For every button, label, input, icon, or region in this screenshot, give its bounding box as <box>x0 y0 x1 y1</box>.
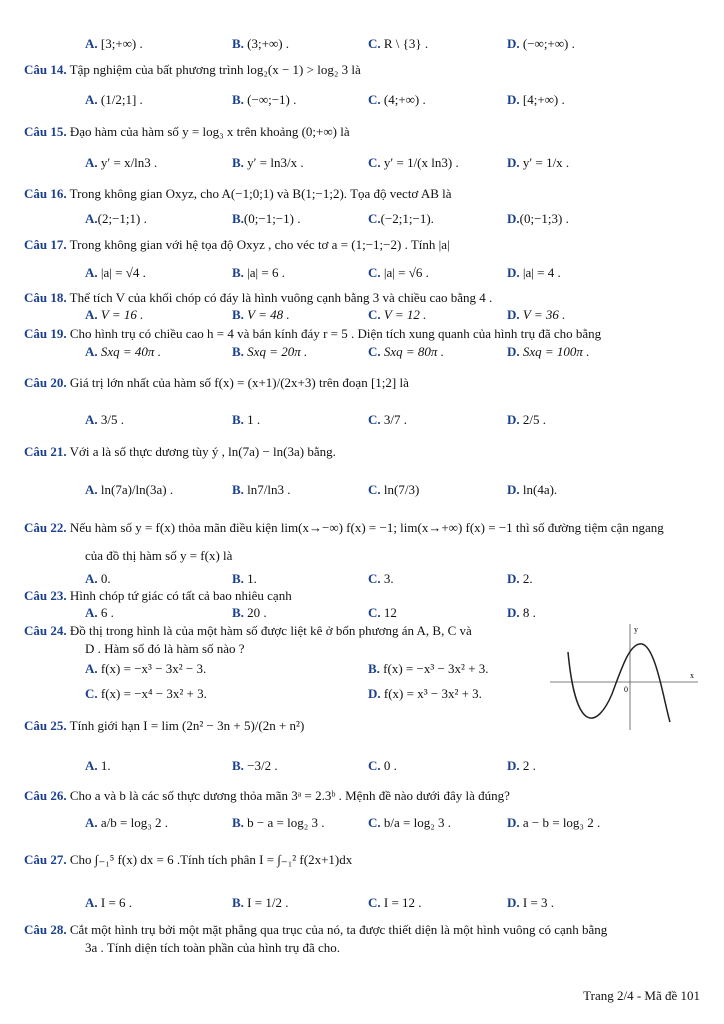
question-21: Câu 21. Với a là số thực dương tùy ý , ln(7a) − ln(3a) bằng. <box>24 444 336 459</box>
q22-option-a: A. 0. <box>85 571 111 586</box>
q22-option-b: B. 1. <box>232 571 257 586</box>
q25-option-a: A. 1. <box>85 758 111 773</box>
q18-option-d: D. V = 36 . <box>507 307 566 322</box>
question-22: Câu 22. Nếu hàm số y = f(x) thỏa mãn điều kiện lim(x→−∞) f(x) = −1; lim(x→+∞) f(x) = −1 thì số đường tiệm cận ngang <box>24 520 664 535</box>
question-28-continued: 3a . Tính diện tích toàn phần của hình trụ đã cho. <box>85 940 340 955</box>
x-axis-label: x <box>690 671 694 680</box>
question-20: Câu 20. Giá trị lớn nhất của hàm số f(x) = (x+1)/(2x+3) trên đoạn [1;2] là <box>24 375 409 390</box>
q18-option-c: C. V = 12 . <box>368 307 427 322</box>
q14-option-c: C. (4;+∞) . <box>368 92 426 107</box>
q14-option-d: D. [4;+∞) . <box>507 92 565 107</box>
q21-option-d: D. ln(4a). <box>507 482 558 497</box>
q15-option-a: A. y′ = x/ln3 . <box>85 155 158 170</box>
q17-option-a: A. |a| = √4 . <box>85 265 146 280</box>
q17-option-c: C. |a| = √6 . <box>368 265 429 280</box>
option-a-prev: A. [3;+∞) . <box>85 36 143 51</box>
q18-option-b: B. V = 48 . <box>232 307 290 322</box>
option-c-prev: C. R \ {3} . <box>368 36 429 51</box>
option-d-prev: D. (−∞;+∞) . <box>507 36 575 51</box>
q19-option-b: B. Sxq = 20π . <box>232 344 308 359</box>
q20-option-a: A. 3/5 . <box>85 412 125 427</box>
q25-option-c: C. 0 . <box>368 758 397 773</box>
q26-option-a: A. a/b = log₃ 2 . <box>85 815 168 830</box>
question-22-continued: của đồ thị hàm số y = f(x) là <box>85 548 233 563</box>
page-footer: Trang 2/4 - Mã đề 101 <box>583 988 700 1003</box>
question-19: Câu 19. Cho hình trụ có chiều cao h = 4 và bán kính đáy r = 5 . Diện tích xung quanh của hình trụ đã cho bằng <box>24 326 602 341</box>
q16-option-b: B.(0;−1;−1) . <box>232 211 301 226</box>
q21-option-a: A. ln(7a)/ln(3a) . <box>85 482 174 497</box>
q27-option-b: B. I = 1/2 . <box>232 895 289 910</box>
q20-option-b: B. 1 . <box>232 412 261 427</box>
question-25: Câu 25. Tính giới hạn I = lim (2n² − 3n + 5)/(2n + n²) <box>24 718 305 733</box>
q18-option-a: A. V = 16 . <box>85 307 144 322</box>
question-18: Câu 18. Thể tích V của khối chóp có đáy là hình vuông cạnh bằng 3 và chiều cao bằng 4 . <box>24 290 493 305</box>
q26-option-c: C. b/a = log₂ 3 . <box>368 815 451 830</box>
q22-option-c: C. 3. <box>368 571 394 586</box>
option-b-prev: B. (3;+∞) . <box>232 36 290 51</box>
graph-curve <box>568 644 670 722</box>
q22-option-d: D. 2. <box>507 571 533 586</box>
question-24: Câu 24. Đồ thị trong hình là của một hàm số được liệt kê ở bốn phương án A, B, C và <box>24 623 472 638</box>
q15-option-b: B. y′ = ln3/x . <box>232 155 304 170</box>
question-17: Câu 17. Trong không gian với hệ tọa độ Oxyz , cho véc tơ a = (1;−1;−2) . Tính |a| <box>24 237 450 252</box>
y-axis-label: y <box>634 625 638 634</box>
q17-option-d: D. |a| = 4 . <box>507 265 561 280</box>
question-23: Câu 23. Hình chóp tứ giác có tất cả bao nhiêu cạnh <box>24 588 292 603</box>
q19-option-c: C. Sxq = 80π . <box>368 344 444 359</box>
q19-option-d: D. Sxq = 100π . <box>507 344 590 359</box>
q19-option-a: A. Sxq = 40π . <box>85 344 161 359</box>
q25-option-d: D. 2 . <box>507 758 536 773</box>
q26-option-d: D. a − b = log₃ 2 . <box>507 815 601 830</box>
q24-option-a: A. f(x) = −x³ − 3x² − 3. <box>85 661 207 676</box>
q16-option-c: C.(−2;1;−1). <box>368 211 434 226</box>
q20-option-c: C. 3/7 . <box>368 412 408 427</box>
q24-option-c: C. f(x) = −x⁴ − 3x² + 3. <box>85 686 207 701</box>
q27-option-d: D. I = 3 . <box>507 895 555 910</box>
q27-option-c: C. I = 12 . <box>368 895 422 910</box>
question-16: Câu 16. Trong không gian Oxyz, cho A(−1;0;1) và B(1;−1;2). Tọa độ vectơ AB là <box>24 186 452 201</box>
q23-option-d: D. 8 . <box>507 605 536 620</box>
q20-option-d: D. 2/5 . <box>507 412 547 427</box>
q26-option-b: B. b − a = log₂ 3 . <box>232 815 325 830</box>
q14-option-a: A. (1/2;1] . <box>85 92 143 107</box>
q14-option-b: B. (−∞;−1) . <box>232 92 297 107</box>
question-26: Câu 26. Cho a và b là các số thực dương thỏa mãn 3ᵃ = 2.3ᵇ . Mệnh đề nào dưới đây là đúng? <box>24 788 510 803</box>
question-28: Câu 28. Cắt một hình trụ bởi một mặt phẳng qua trục của nó, ta được thiết diện là một hình vuông có cạnh bằng <box>24 922 608 937</box>
q24-option-b: B. f(x) = −x³ − 3x² + 3. <box>368 661 489 676</box>
q21-option-c: C. ln(7/3) <box>368 482 420 497</box>
question-15: Câu 15. Đạo hàm của hàm số y = log₃ x trên khoảng (0;+∞) là <box>24 124 350 139</box>
question-24-continued: D . Hàm số đó là hàm số nào ? <box>85 641 245 656</box>
q27-option-a: A. I = 6 . <box>85 895 133 910</box>
q15-option-d: D. y′ = 1/x . <box>507 155 570 170</box>
origin-label: 0 <box>624 685 628 694</box>
q16-option-a: A.(2;−1;1) . <box>85 211 147 226</box>
q16-option-d: D.(0;−1;3) . <box>507 211 569 226</box>
cubic-graph <box>550 622 700 732</box>
question-27: Câu 27. Cho ∫₋₁⁵ f(x) dx = 6 .Tính tích phân I = ∫₋₁² f(2x+1)dx <box>24 852 353 867</box>
q17-option-b: B. |a| = 6 . <box>232 265 285 280</box>
question-14: Câu 14. Tập nghiệm của bất phương trình log₂(x − 1) > log₂ 3 là <box>24 62 361 77</box>
q23-option-c: C. 12 <box>368 605 397 620</box>
q25-option-b: B. −3/2 . <box>232 758 278 773</box>
q23-option-b: B. 20 . <box>232 605 267 620</box>
q23-option-a: A. 6 . <box>85 605 114 620</box>
q24-option-d: D. f(x) = x³ − 3x² + 3. <box>368 686 482 701</box>
q21-option-b: B. ln7/ln3 . <box>232 482 291 497</box>
q15-option-c: C. y′ = 1/(x ln3) . <box>368 155 459 170</box>
